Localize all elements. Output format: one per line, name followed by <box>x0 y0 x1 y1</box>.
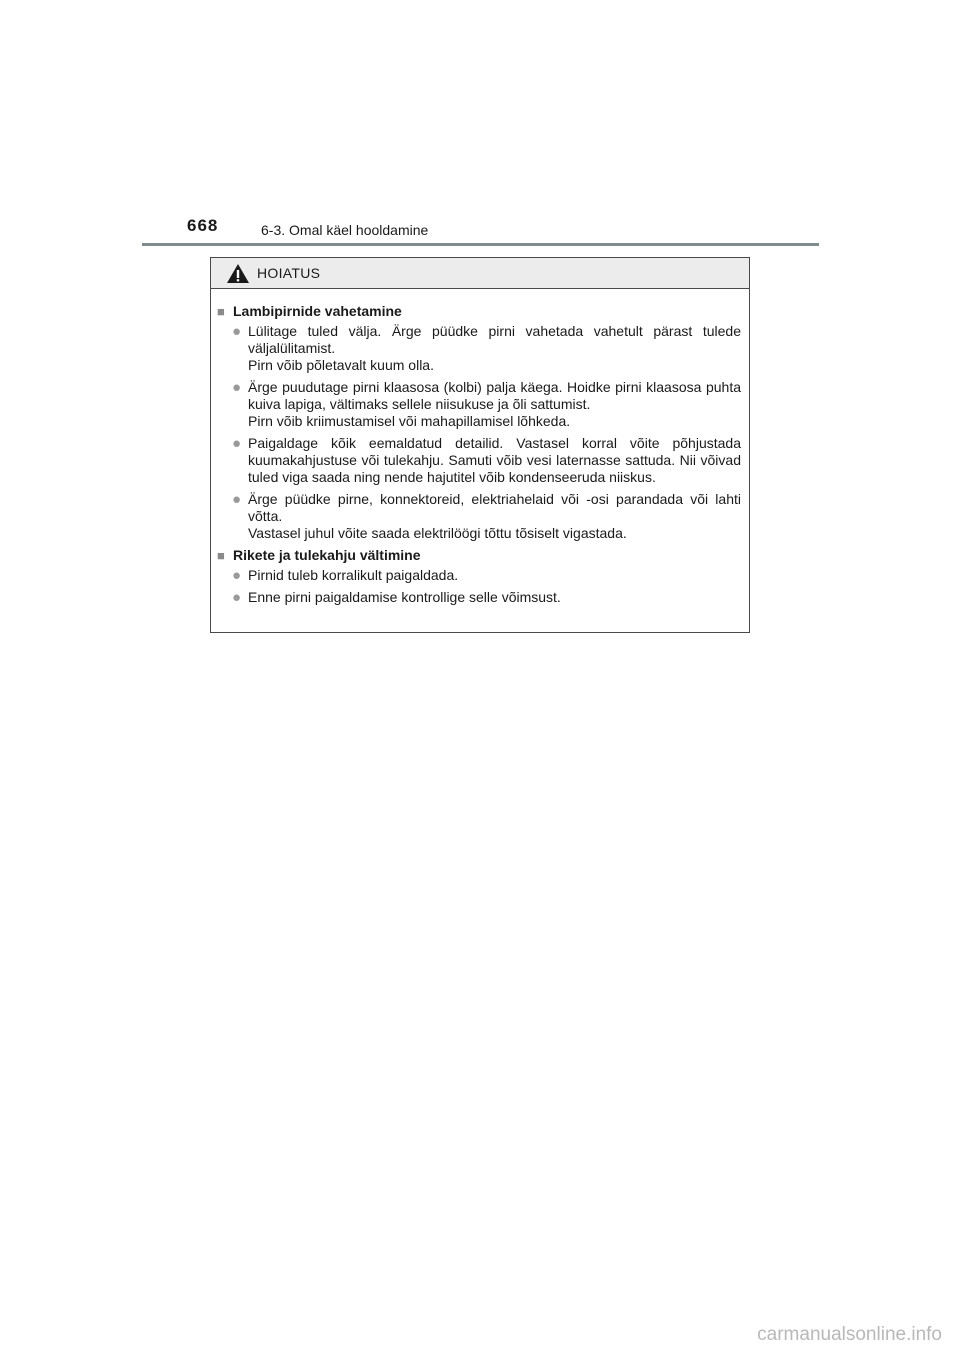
page-number: 668 <box>187 216 219 235</box>
list-item-paragraph: Pirnid tuleb korralikult paigaldada. <box>248 567 459 583</box>
list-item-paragraph: Enne pirni paigaldamise kontrollige selle võimsust. <box>248 589 561 605</box>
list-item <box>232 567 741 584</box>
list-item-paragraph: Ärge püüdke pirne, konnektoreid, elektriahelaid või -osi parandada või lahti võtta. <box>248 491 741 524</box>
list-item <box>232 435 741 486</box>
list-item-text <box>248 491 741 542</box>
list-item-text <box>248 567 741 584</box>
circle-bullet-icon: ● <box>232 379 242 396</box>
circle-bullet-icon: ● <box>232 435 242 452</box>
watermark: carmanualsonline.info <box>757 1324 942 1345</box>
list-item <box>232 323 741 374</box>
circle-bullet-icon: ● <box>232 491 242 508</box>
circle-bullet-icon: ● <box>232 589 242 606</box>
list-item-paragraph: Ärge puudutage pirni klaasosa (kolbi) palja käega. Hoidke pirni klaasosa puhta kuiva lapiga, vältimaks sellele niisukuse ja õli sattumist. <box>248 379 741 412</box>
list-item-paragraph: Lülitage tuled välja. Ärge püüdke pirni vahetada vahetult pärast tulede väljalülitamist. <box>248 323 741 356</box>
warning-section-heading <box>217 547 741 564</box>
section-title: 6-3. Omal käel hooldamine <box>261 222 429 238</box>
list-item <box>232 589 741 606</box>
header-divider <box>142 243 819 246</box>
warning-header <box>211 258 749 289</box>
list-item-text <box>248 379 741 430</box>
list-item-paragraph: Pirn võib kriimustamisel või mahapillamisel lõhkeda. <box>248 413 571 429</box>
warning-section-heading <box>217 303 741 320</box>
list-item-text <box>248 589 741 606</box>
warning-box <box>210 257 750 633</box>
square-bullet-icon: ■ <box>217 548 225 563</box>
section-heading-text: Rikete ja tulekahju vältimine <box>233 547 421 563</box>
warning-body <box>211 289 749 606</box>
circle-bullet-icon: ● <box>232 567 242 584</box>
list-item-text <box>248 435 741 486</box>
list-item <box>232 379 741 430</box>
list-item-text <box>248 323 741 374</box>
list-item-paragraph: Paigaldage kõik eemaldatud detailid. Vastasel korral võite põhjustada kuumakahjustuse või tulekahju. Samuti võib vesi laternasse sattuda. Nii võivad tuled viga saada ning nende hajutitel võib kondenseeruda niiskus. <box>248 435 741 485</box>
section-heading-text: Lambipirnide vahetamine <box>233 303 402 319</box>
circle-bullet-icon: ● <box>232 323 242 340</box>
square-bullet-icon: ■ <box>217 304 225 319</box>
list-item <box>232 491 741 542</box>
warning-title: HOIATUS <box>257 265 321 281</box>
list-item-paragraph: Pirn võib põletavalt kuum olla. <box>248 357 434 373</box>
warning-triangle-icon <box>226 263 250 284</box>
list-item-paragraph: Vastasel juhul võite saada elektrilöögi tõttu tõsiselt vigastada. <box>248 525 627 541</box>
